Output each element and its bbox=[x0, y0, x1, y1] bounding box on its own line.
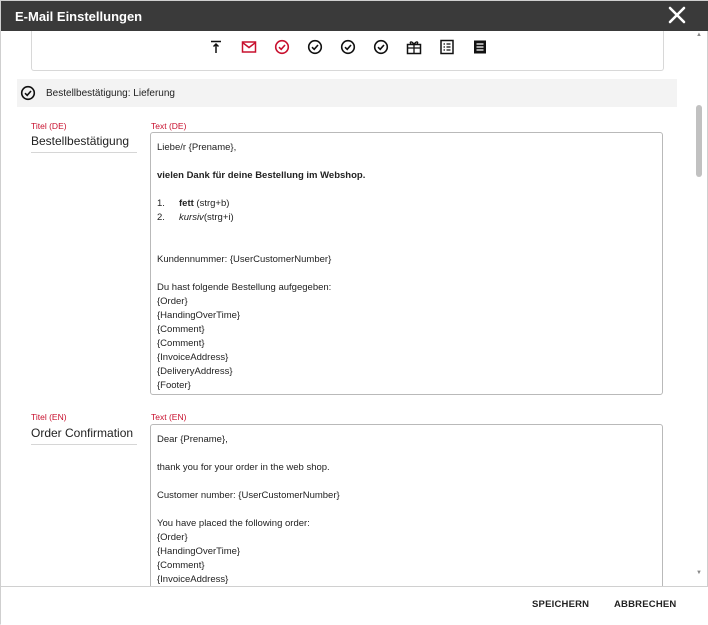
top-align-icon[interactable] bbox=[205, 37, 227, 57]
title-en-field[interactable]: Order Confirmation bbox=[31, 426, 137, 445]
content-scrollbar[interactable] bbox=[695, 31, 703, 586]
text-line: {InvoiceAddress} bbox=[157, 352, 229, 363]
cancel-button[interactable]: ABBRECHEN bbox=[614, 599, 677, 610]
close-icon[interactable] bbox=[665, 4, 689, 28]
text-line: {DeliveryAddress} bbox=[157, 366, 233, 377]
text-line: You have placed the following order: bbox=[157, 518, 310, 529]
dialog-footer bbox=[1, 586, 708, 625]
text-line: Du hast folgende Bestellung aufgegeben: bbox=[157, 282, 332, 293]
text-line: {Order} bbox=[157, 296, 188, 307]
text-line: Liebe/r {Prename}, bbox=[157, 142, 237, 153]
save-button[interactable]: SPEICHERN bbox=[532, 599, 590, 610]
title-de-field[interactable]: Bestellbestätigung bbox=[31, 134, 137, 153]
check-circle-icon[interactable] bbox=[337, 37, 359, 57]
text-line: {InvoiceAddress} bbox=[157, 574, 229, 585]
mail-icon[interactable] bbox=[238, 37, 260, 57]
template-toolbar bbox=[1, 37, 695, 57]
text-line: {Comment} bbox=[157, 338, 205, 349]
text-line: {Order} bbox=[157, 532, 188, 543]
list-text: (strg+b) bbox=[193, 198, 230, 209]
text-line: Customer number: {UserCustomerNumber} bbox=[157, 490, 340, 501]
text-line: {Comment} bbox=[157, 324, 205, 335]
italic-text: kursiv bbox=[179, 212, 204, 223]
document-icon[interactable] bbox=[469, 37, 491, 57]
list-item bbox=[157, 197, 656, 211]
text-line: {HandingOverTime} bbox=[157, 310, 241, 321]
bold-text: fett bbox=[179, 198, 194, 209]
gift-icon[interactable] bbox=[403, 37, 425, 57]
text-line: {Footer} bbox=[157, 380, 191, 391]
list-icon[interactable] bbox=[436, 37, 458, 57]
text-line: thank you for your order in the web shop. bbox=[157, 462, 330, 473]
dialog-content bbox=[1, 31, 695, 586]
scroll-down-icon[interactable]: ▼ bbox=[696, 570, 702, 576]
text-line: vielen Dank für deine Bestellung im Webshop. bbox=[157, 170, 366, 181]
section-header[interactable] bbox=[17, 79, 677, 107]
list-item bbox=[157, 211, 656, 225]
list-text: (strg+i) bbox=[203, 212, 234, 223]
dialog-title: E-Mail Einstellungen bbox=[15, 9, 143, 24]
list-number: 1. bbox=[157, 198, 165, 209]
text-en-editor[interactable] bbox=[150, 424, 663, 586]
text-de-label: Text (DE) bbox=[151, 121, 187, 131]
text-line: Kundennummer: {UserCustomerNumber} bbox=[157, 254, 332, 265]
check-circle-icon[interactable] bbox=[370, 37, 392, 57]
section-title: Bestellbestätigung: Lieferung bbox=[46, 88, 175, 99]
text-line: {HandingOverTime} bbox=[157, 546, 241, 557]
dialog-titlebar bbox=[1, 1, 708, 31]
scroll-up-icon[interactable]: ▲ bbox=[696, 32, 702, 38]
title-en-label: Titel (EN) bbox=[31, 412, 67, 422]
text-de-editor[interactable] bbox=[150, 132, 663, 395]
text-en-label: Text (EN) bbox=[151, 412, 187, 422]
check-circle-icon bbox=[20, 85, 36, 104]
check-circle-icon[interactable] bbox=[304, 37, 326, 57]
list-number: 2. bbox=[157, 212, 165, 223]
check-circle-icon[interactable] bbox=[271, 37, 293, 57]
scrollbar-thumb[interactable] bbox=[696, 105, 702, 177]
text-line: {Comment} bbox=[157, 560, 205, 571]
title-de-label: Titel (DE) bbox=[31, 121, 67, 131]
text-line: Dear {Prename}, bbox=[157, 434, 228, 445]
